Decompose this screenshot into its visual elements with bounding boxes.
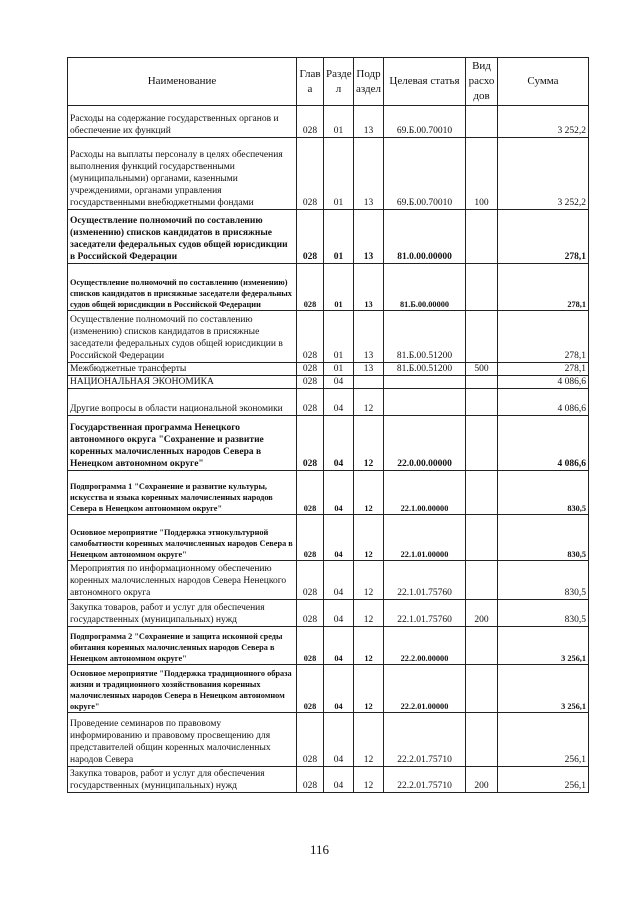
cell-razdel: 04 bbox=[324, 471, 354, 515]
cell-target: 22.2.00.00000 bbox=[384, 627, 466, 665]
cell-name: Осуществление полномочий по составлению (изменению) списков кандидатов в присяжные заседатели федеральных судов общей юрисдикции в Российской Федерации bbox=[68, 210, 297, 264]
cell-vid bbox=[466, 264, 498, 311]
cell-razdel: 04 bbox=[324, 665, 354, 713]
cell-target: 69.Б.00.70010 bbox=[384, 106, 466, 138]
table-row bbox=[68, 627, 589, 665]
cell-razdel: 04 bbox=[324, 416, 354, 471]
cell-glava: 028 bbox=[297, 389, 324, 416]
cell-sum: 278,1 bbox=[498, 264, 589, 311]
cell-glava: 028 bbox=[297, 264, 324, 311]
cell-vid bbox=[466, 311, 498, 363]
budget-table bbox=[67, 57, 589, 793]
cell-sum: 4 086,6 bbox=[498, 389, 589, 416]
cell-vid bbox=[466, 210, 498, 264]
table-row bbox=[68, 106, 589, 138]
cell-podrazdel: 12 bbox=[354, 515, 384, 561]
cell-glava: 028 bbox=[297, 416, 324, 471]
cell-podrazdel: 12 bbox=[354, 767, 384, 793]
cell-target: 22.1.01.00000 bbox=[384, 515, 466, 561]
cell-vid bbox=[466, 376, 498, 389]
cell-target: 22.1.01.75760 bbox=[384, 561, 466, 600]
cell-target: 22.2.01.75710 bbox=[384, 713, 466, 767]
cell-name: Проведение семинаров по правовому информированию и правовому просвещению для представителей общин коренных малочисленных народов Севера bbox=[68, 713, 297, 767]
cell-podrazdel: 12 bbox=[354, 665, 384, 713]
cell-podrazdel: 13 bbox=[354, 363, 384, 376]
cell-razdel: 01 bbox=[324, 264, 354, 311]
header-glava: Глав а bbox=[297, 58, 324, 106]
cell-name: Осуществление полномочий по составлению (изменению) списков кандидатов в присяжные заседатели федеральных судов общей юрисдикции в Российской Федерации bbox=[68, 311, 297, 363]
cell-vid bbox=[466, 627, 498, 665]
table-row bbox=[68, 561, 589, 600]
header-podrazdel: Подр аздел bbox=[354, 58, 384, 106]
cell-sum: 256,1 bbox=[498, 713, 589, 767]
cell-target bbox=[384, 376, 466, 389]
cell-vid: 200 bbox=[466, 767, 498, 793]
cell-name: Межбюджетные трансферты bbox=[68, 363, 297, 376]
cell-glava: 028 bbox=[297, 210, 324, 264]
cell-glava: 028 bbox=[297, 713, 324, 767]
cell-name: НАЦИОНАЛЬНАЯ ЭКОНОМИКА bbox=[68, 376, 297, 389]
page-number: 116 bbox=[309, 842, 330, 857]
cell-sum: 3 256,1 bbox=[498, 627, 589, 665]
cell-sum: 830,5 bbox=[498, 471, 589, 515]
header-sum: Сумма bbox=[498, 58, 589, 106]
cell-glava: 028 bbox=[297, 376, 324, 389]
cell-vid bbox=[466, 515, 498, 561]
header-name: Наименование bbox=[68, 58, 297, 106]
cell-target: 22.2.01.00000 bbox=[384, 665, 466, 713]
cell-razdel: 04 bbox=[324, 600, 354, 627]
table-row bbox=[68, 210, 589, 264]
table-row bbox=[68, 376, 589, 389]
cell-name: Мероприятия по информационному обеспечению коренных малочисленных народов Севера Ненецкого автономного округа bbox=[68, 561, 297, 600]
header-vid: Вид расхо дов bbox=[466, 58, 498, 106]
cell-target: 81.Б.00.00000 bbox=[384, 264, 466, 311]
header-target: Целевая статья bbox=[384, 58, 466, 106]
table-row bbox=[68, 600, 589, 627]
cell-vid bbox=[466, 471, 498, 515]
cell-vid bbox=[466, 389, 498, 416]
cell-vid bbox=[466, 416, 498, 471]
cell-vid: 500 bbox=[466, 363, 498, 376]
cell-podrazdel: 12 bbox=[354, 600, 384, 627]
cell-sum: 278,1 bbox=[498, 210, 589, 264]
cell-podrazdel: 13 bbox=[354, 210, 384, 264]
cell-glava: 028 bbox=[297, 665, 324, 713]
cell-podrazdel: 13 bbox=[354, 138, 384, 210]
cell-name: Подпрограмма 1 "Сохранение и развитие культуры, искусства и языка коренных малочисленных народов Севера в Ненецком автономном округе" bbox=[68, 471, 297, 515]
cell-glava: 028 bbox=[297, 138, 324, 210]
table-row bbox=[68, 471, 589, 515]
cell-vid bbox=[466, 665, 498, 713]
cell-glava: 028 bbox=[297, 363, 324, 376]
cell-target: 22.2.01.75710 bbox=[384, 767, 466, 793]
table-row bbox=[68, 389, 589, 416]
table-row bbox=[68, 713, 589, 767]
cell-name: Подпрограмма 2 "Сохранение и защита исконной среды обитания коренных малочисленных народов Севера в Ненецком автономном округе" bbox=[68, 627, 297, 665]
cell-sum: 830,5 bbox=[498, 561, 589, 600]
table-header-row bbox=[68, 58, 589, 106]
cell-razdel: 01 bbox=[324, 363, 354, 376]
cell-podrazdel: 13 bbox=[354, 311, 384, 363]
cell-target: 81.Б.00.51200 bbox=[384, 311, 466, 363]
cell-podrazdel: 12 bbox=[354, 627, 384, 665]
cell-razdel: 01 bbox=[324, 138, 354, 210]
cell-razdel: 04 bbox=[324, 767, 354, 793]
cell-sum: 830,5 bbox=[498, 600, 589, 627]
cell-podrazdel: 13 bbox=[354, 106, 384, 138]
cell-sum: 3 256,1 bbox=[498, 665, 589, 713]
cell-glava: 028 bbox=[297, 515, 324, 561]
cell-razdel: 01 bbox=[324, 210, 354, 264]
cell-name: Основное мероприятие "Поддержка традиционного образа жизни и традиционного хозяйствования коренных малочисленных народов Севера в Ненецком автономном округе" bbox=[68, 665, 297, 713]
cell-glava: 028 bbox=[297, 561, 324, 600]
cell-target: 81.0.00.00000 bbox=[384, 210, 466, 264]
cell-target: 22.1.01.75760 bbox=[384, 600, 466, 627]
cell-glava: 028 bbox=[297, 106, 324, 138]
cell-podrazdel: 12 bbox=[354, 713, 384, 767]
cell-razdel: 04 bbox=[324, 627, 354, 665]
cell-vid: 200 bbox=[466, 600, 498, 627]
cell-podrazdel: 13 bbox=[354, 264, 384, 311]
cell-sum: 4 086,6 bbox=[498, 376, 589, 389]
cell-name: Закупка товаров, работ и услуг для обеспечения государственных (муниципальных) нужд bbox=[68, 767, 297, 793]
cell-glava: 028 bbox=[297, 471, 324, 515]
cell-name: Другие вопросы в области национальной экономики bbox=[68, 389, 297, 416]
cell-vid bbox=[466, 106, 498, 138]
cell-glava: 028 bbox=[297, 311, 324, 363]
cell-target: 69.Б.00.70010 bbox=[384, 138, 466, 210]
cell-razdel: 04 bbox=[324, 376, 354, 389]
table-row bbox=[68, 138, 589, 210]
cell-name: Основное мероприятие "Поддержка этнокультурной самобытности коренных малочисленных народов Севера в Ненецком автономном округе" bbox=[68, 515, 297, 561]
cell-name: Осуществление полномочий по составлению (изменению) списков кандидатов в присяжные заседатели федеральных судов общей юрисдикции в Российской Федерации bbox=[68, 264, 297, 311]
cell-razdel: 04 bbox=[324, 389, 354, 416]
cell-vid bbox=[466, 561, 498, 600]
cell-sum: 278,1 bbox=[498, 363, 589, 376]
cell-podrazdel: 12 bbox=[354, 561, 384, 600]
cell-glava: 028 bbox=[297, 627, 324, 665]
table-row bbox=[68, 665, 589, 713]
table-row bbox=[68, 515, 589, 561]
cell-name: Государственная программа Ненецкого автономного округа "Сохранение и развитие коренных малочисленных народов Севера в Ненецком автономном округе" bbox=[68, 416, 297, 471]
cell-razdel: 04 bbox=[324, 713, 354, 767]
cell-razdel: 01 bbox=[324, 311, 354, 363]
cell-name: Расходы на выплаты персоналу в целях обеспечения выполнения функций государственными (муниципальными) органами, казенными учреждениями, органами управления государственными внебюджетными фондами bbox=[68, 138, 297, 210]
cell-name: Закупка товаров, работ и услуг для обеспечения государственных (муниципальных) нужд bbox=[68, 600, 297, 627]
cell-podrazdel bbox=[354, 376, 384, 389]
cell-sum: 4 086,6 bbox=[498, 416, 589, 471]
cell-sum: 256,1 bbox=[498, 767, 589, 793]
cell-sum: 3 252,2 bbox=[498, 106, 589, 138]
cell-vid bbox=[466, 713, 498, 767]
table-row bbox=[68, 264, 589, 311]
cell-sum: 3 252,2 bbox=[498, 138, 589, 210]
table-row bbox=[68, 767, 589, 793]
cell-glava: 028 bbox=[297, 600, 324, 627]
cell-sum: 278,1 bbox=[498, 311, 589, 363]
table-row bbox=[68, 416, 589, 471]
table-row bbox=[68, 311, 589, 363]
header-razdel: Разде л bbox=[324, 58, 354, 106]
cell-podrazdel: 12 bbox=[354, 471, 384, 515]
cell-glava: 028 bbox=[297, 767, 324, 793]
cell-razdel: 01 bbox=[324, 106, 354, 138]
cell-razdel: 04 bbox=[324, 561, 354, 600]
table-row bbox=[68, 363, 589, 376]
cell-target: 81.Б.00.51200 bbox=[384, 363, 466, 376]
cell-sum: 830,5 bbox=[498, 515, 589, 561]
cell-podrazdel: 12 bbox=[354, 389, 384, 416]
cell-razdel: 04 bbox=[324, 515, 354, 561]
cell-target: 22.0.00.00000 bbox=[384, 416, 466, 471]
cell-podrazdel: 12 bbox=[354, 416, 384, 471]
cell-target: 22.1.00.00000 bbox=[384, 471, 466, 515]
cell-name: Расходы на содержание государственных органов и обеспечение их функций bbox=[68, 106, 297, 138]
cell-target bbox=[384, 389, 466, 416]
cell-vid: 100 bbox=[466, 138, 498, 210]
